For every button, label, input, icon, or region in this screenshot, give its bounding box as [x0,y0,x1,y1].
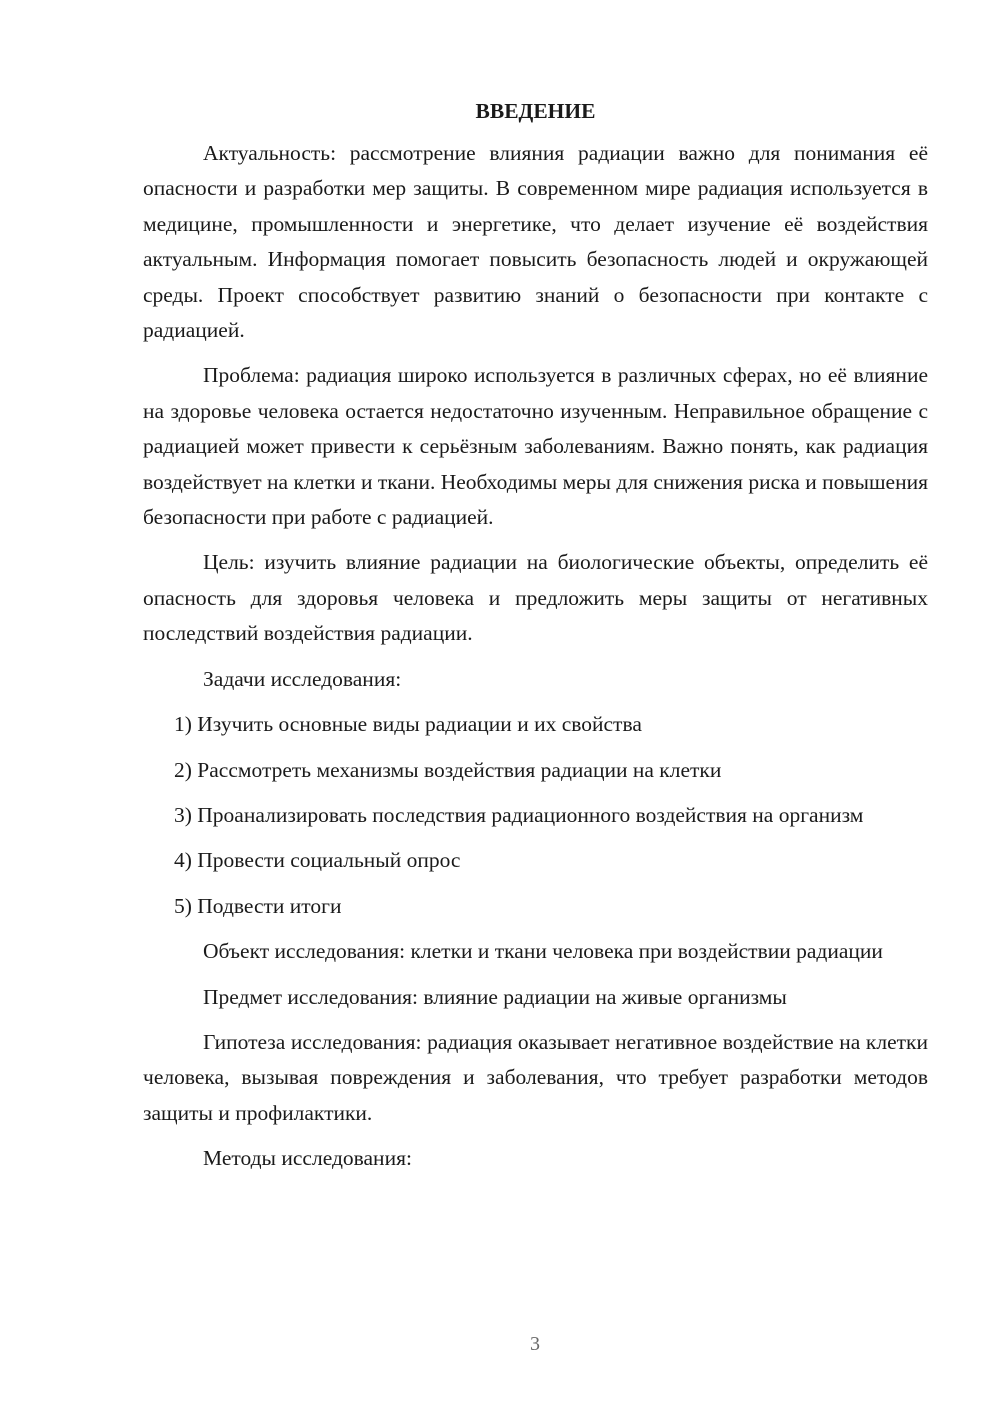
paragraph-subject: Предмет исследования: влияние радиации на живые организмы [203,984,787,1009]
paragraph-goal: Цель: изучить влияние радиации на биологические объекты, определить её опасность для здоровья человека и предложить меры защиты от негативных последствий воздействия радиации. [143,550,928,646]
paragraph-hypothesis: Гипотеза исследования: радиация оказывает негативное воздействие на клетки человека, вызывая повреждения и заболевания, что требует разработки методов защиты и профилактики. [143,1029,928,1125]
page-content [143,96,928,1187]
paragraph-problem: Проблема: радиация широко используется в различных сферах, но её влияние на здоровье человека остается недостаточно изученным. Неправильное обращение с радиацией может привести к серьёзным заболеваниям. Важно понять, как радиация воздействует на клетки и ткани. Необходимы меры для снижения риска и повышения безопасности при работе с радиацией. [143,363,928,530]
page-number: 3 [530,1333,540,1355]
paragraph-methods: Методы исследования: [203,1146,412,1171]
paragraph-relevance: Актуальность: рассмотрение влияния радиации важно для понимания её опасности и разработки мер защиты. В современном мире радиация используется в медицине, промышленности и энергетике, что делает изучение её воздействия актуальным. Информация помогает повысить безопасность людей и окружающей среды. Проект способствует развитию знаний о безопасности при контакте с радиацией. [143,141,928,343]
task-item-5: 5) Подвести итоги [174,893,342,918]
task-item-2: 2) Рассмотреть механизмы воздействия радиации на клетки [174,757,722,782]
paragraph-object: Объект исследования: клетки и ткани человека при воздействии радиации [203,939,883,964]
page-title: ВВЕДЕНИЕ [475,99,596,123]
paragraph-tasks-heading: Задачи исследования: [203,666,402,691]
task-item-1: 1) Изучить основные виды радиации и их свойства [174,712,642,737]
task-item-4: 4) Провести социальный опрос [174,848,461,873]
task-item-3: 3) Проанализировать последствия радиационного воздействия на организм [174,802,864,827]
